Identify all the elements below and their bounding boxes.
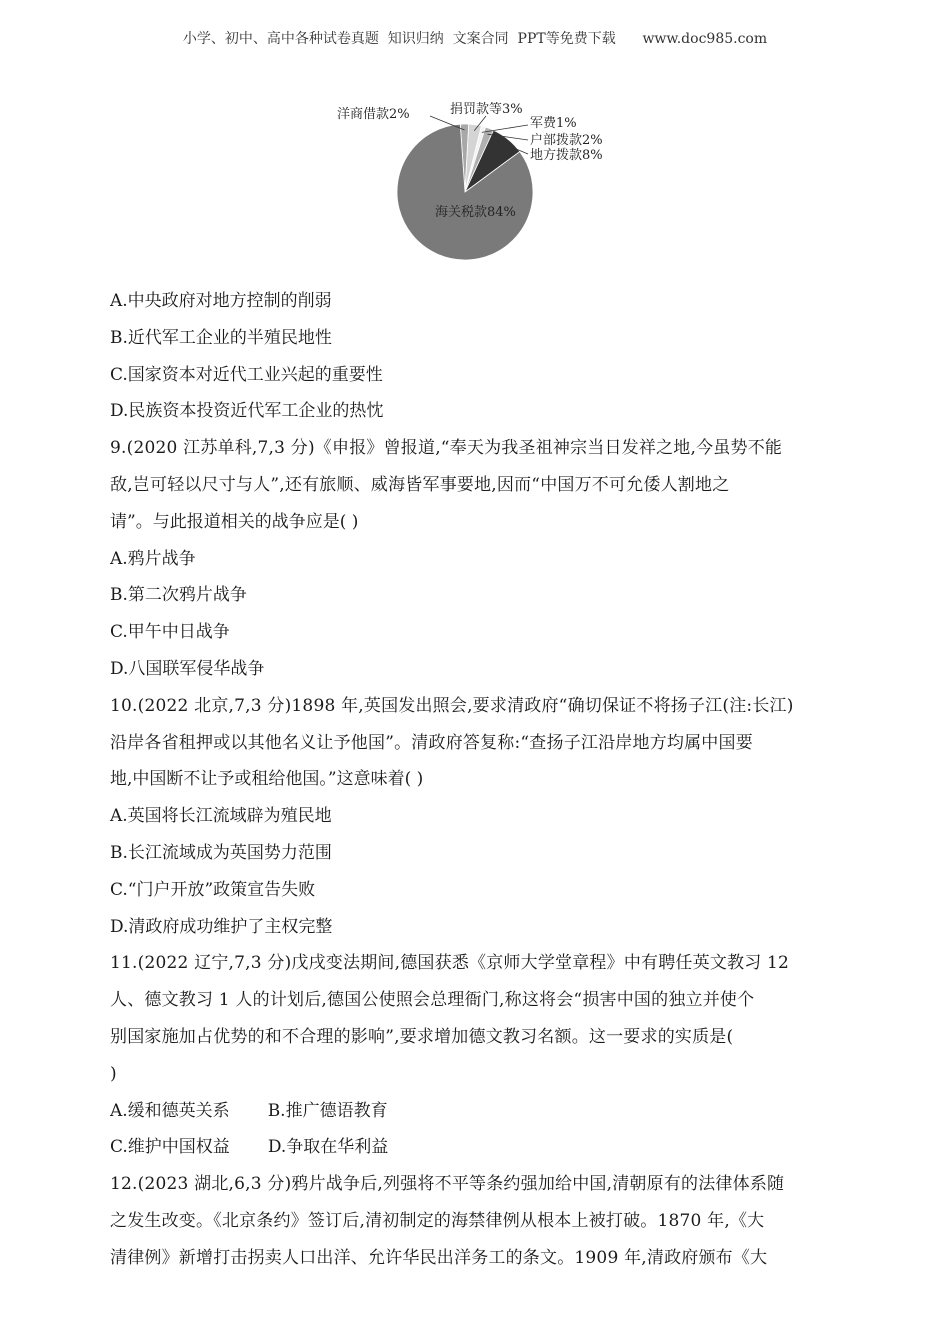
page-header: 小学、初中、高中各种试卷真题 知识归纳 文案合同 PPT等免费下载 www.doc985.com: [182, 31, 768, 47]
q11-option-d: D.争取在华利益: [267, 1137, 389, 1158]
slice-label: 捐罚款等3%: [450, 102, 523, 117]
q11-option-a: A.缓和德英关系: [110, 1100, 230, 1121]
q9-option-c: C.甲午中日战争: [110, 622, 230, 643]
question-content: [110, 283, 845, 1277]
q10-option-a: A.英国将长江流域辟为殖民地: [110, 806, 332, 827]
q11-options-row-2: [110, 1129, 845, 1166]
pie-chart-svg: [330, 96, 630, 266]
q9-option-d: D.八国联军侵华战争: [110, 658, 265, 679]
q9-option-a: A.鸦片战争: [110, 548, 196, 569]
q11-stem-line-2: 人、德文教习 1 人的计划后,德国公使照会总理衙门,称这将会“损害中国的独立并使个: [110, 990, 755, 1011]
slice-label: 地方拨款8%: [530, 148, 603, 163]
q10-option-b: B.长江流域成为英国势力范围: [110, 842, 332, 863]
q11-stem-line-4: ): [110, 1063, 117, 1084]
q10-stem-line-1: 10.(2022 北京,7,3 分)1898 年,英国发出照会,要求清政府“确切保证不将扬子江(注:长江): [110, 695, 794, 716]
q11-stem-line-1: 11.(2022 辽宁,7,3 分)戊戌变法期间,德国获悉《京师大学堂章程》中有聘任英文教习 12: [110, 953, 790, 974]
q10-option-d: D.清政府成功维护了主权完整: [110, 916, 333, 937]
q10-option-c: C.“门户开放”政策宣告失败: [110, 879, 316, 900]
slice-label: 户部拨款2%: [530, 133, 603, 148]
q11-stem-line-3: 别国家施加占优势的和不合理的影响”,要求增加德文教习名额。这一要求的实质是(: [110, 1026, 734, 1047]
q12-stem-line-2: 之发生改变。《北京条约》签订后,清初制定的海禁律例从根本上被打破。1870 年,《大: [110, 1210, 765, 1231]
q11-option-c: C.维护中国权益: [110, 1137, 230, 1158]
slice-label-customs: 海关税款84%: [435, 205, 516, 220]
q8-option-b: B.近代军工企业的半殖民地性: [110, 327, 332, 348]
q8-option-a: A.中央政府对地方控制的削弱: [110, 291, 332, 311]
slice-label: 军费1%: [530, 116, 577, 131]
q10-stem-line-3: 地,中国断不让予或租给他国。”这意味着( ): [110, 769, 424, 790]
q8-option-c: C.国家资本对近代工业兴起的重要性: [110, 364, 383, 385]
pie-chart: [330, 96, 630, 266]
q12-stem-line-3: 清律例》新增打击拐卖人口出洋、允许华民出洋务工的条文。1909 年,清政府颁布《大: [110, 1247, 768, 1268]
q9-stem-line-2: 敌,岂可轻以尺寸与人”,还有旅顺、威海皆军事要地,因而“中国万不可允倭人割地之: [110, 474, 730, 495]
q12-stem-line-1: 12.(2023 湖北,6,3 分)鸦片战争后,列强将不平等条约强加给中国,清朝原有的法律体系随: [110, 1174, 785, 1195]
q9-stem-line-1: 9.(2020 江苏单科,7,3 分)《申报》曾报道,“奉天为我圣祖神宗当日发祥之地,今虽势不能: [110, 438, 783, 459]
q11-option-b: B.推广德语教育: [267, 1100, 388, 1121]
q8-option-d: D.民族资本投资近代军工企业的热忱: [110, 401, 384, 422]
q10-stem-line-2: 沿岸各省租押或以其他名义让予他国”。清政府答复称:“查扬子江沿岸地方均属中国要: [110, 732, 753, 753]
slice-label: 洋商借款2%: [337, 107, 410, 122]
q9-option-b: B.第二次鸦片战争: [110, 585, 247, 606]
q11-options-row-1: [110, 1093, 845, 1130]
q9-stem-line-3: 请”。与此报道相关的战争应是( ): [110, 511, 359, 532]
